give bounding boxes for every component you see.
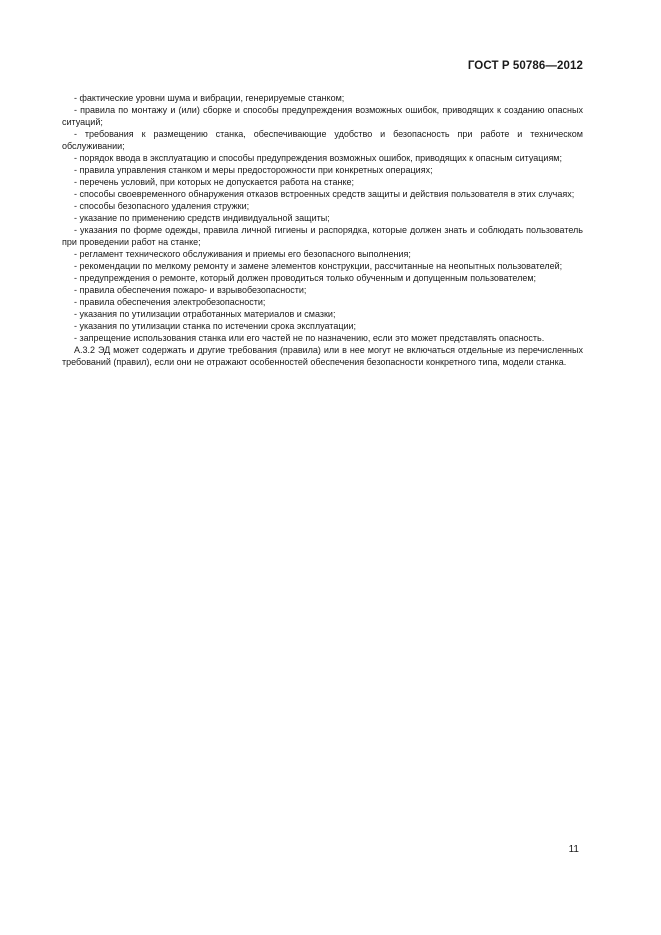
list-item: - правила по монтажу и (или) сборке и способы предупреждения возможных ошибок, приводящих к созданию опасных ситуаций; <box>62 105 583 127</box>
list-item: - требования к размещению станка, обеспечивающие удобство и безопасность при работе и техническом обслуживании; <box>62 129 583 151</box>
list-item: - правила управления станком и меры предосторожности при конкретных операциях; <box>74 165 433 175</box>
list-item: - фактические уровни шума и вибрации, генерируемые станком; <box>74 93 345 103</box>
list-item: - предупреждения о ремонте, который должен проводиться только обученным и допущенным пользователем; <box>74 273 537 283</box>
list-item: - указания по форме одежды, правила личной гигиены и распорядка, которые должен знать и соблюдать пользователь при проведении работ на станке; <box>62 225 583 247</box>
document-header: ГОСТ Р 50786—2012 <box>467 60 583 72</box>
closing-paragraph: А.3.2 ЭД может содержать и другие требования (правила) или в нее могут не включаться отдельные из перечисленных требований (правил), если они не отражают особенностей обеспечения безопасности конкретного типа, модели станка. <box>62 345 583 367</box>
list-item: - правила обеспечения пожаро- и взрывобезопасности; <box>74 285 307 295</box>
page-number: 11 <box>568 844 579 855</box>
list-item: - рекомендации по мелкому ремонту и замене элементов конструкции, рассчитанные на неопытных пользователей; <box>74 261 563 271</box>
list-item: - способы своевременного обнаружения отказов встроенных средств защиты и действия пользователя в этих случаях; <box>74 189 575 199</box>
list-item: - регламент технического обслуживания и приемы его безопасного выполнения; <box>74 249 411 259</box>
list-item: - правила обеспечения электробезопасности; <box>74 297 266 307</box>
list-item: - указания по утилизации отработанных материалов и смазки; <box>74 309 336 319</box>
list-item: - способы безопасного удаления стружки; <box>74 201 250 211</box>
list-item: - указания по утилизации станка по истечении срока эксплуатации; <box>74 321 357 331</box>
list-item: - перечень условий, при которых не допускается работа на станке; <box>74 177 355 187</box>
list-item: - указание по применению средств индивидуальной защиты; <box>74 213 330 223</box>
list-item: - порядок ввода в эксплуатацию и способы предупреждения возможных ошибок, приводящих к опасным ситуациям; <box>74 153 562 163</box>
document-body <box>62 92 583 368</box>
list-item: - запрещение использования станка или его частей не по назначению, если это может представлять опасность. <box>74 333 545 343</box>
